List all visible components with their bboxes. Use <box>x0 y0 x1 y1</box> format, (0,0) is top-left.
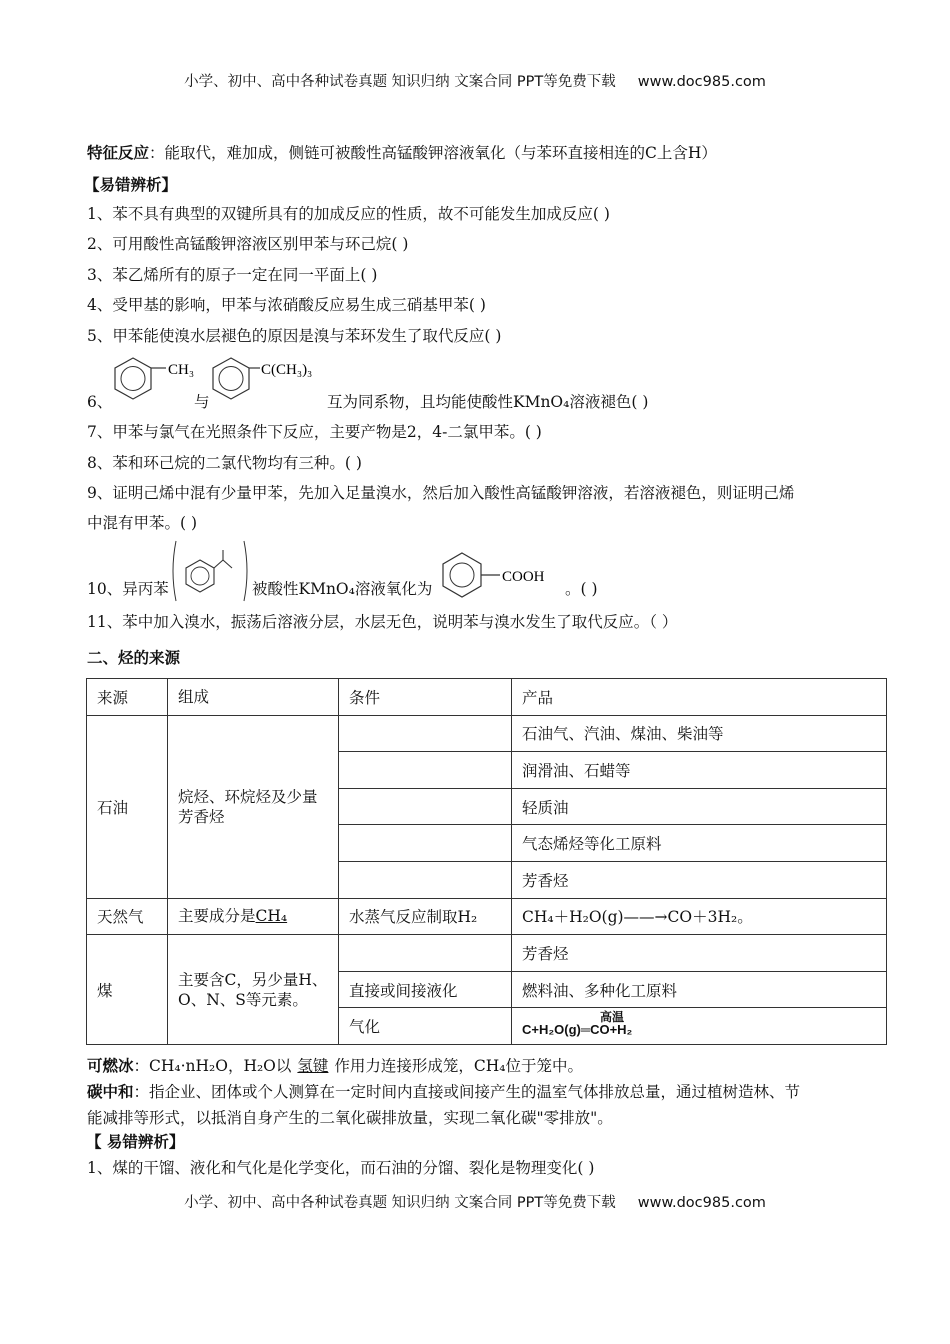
question-10-middle: 被酸性KMnO₄溶液氧化为 <box>252 580 433 598</box>
carbon-neutral-line1 <box>87 1081 800 1103</box>
oil-product: 润滑油、石蜡等 <box>512 752 887 789</box>
header-product: 产品 <box>512 679 887 716</box>
question-4: 4、受甲基的影响，甲苯与浓硝酸反应易生成三硝基甲苯( ) <box>87 296 486 314</box>
question-6 <box>87 391 112 413</box>
coal-condition: 气化 <box>339 1008 512 1045</box>
carbon-text1: ：指企业、团体或个人测算在一定时间内直接或间接产生的温室气体排放总量，通过植树造林、节 <box>133 1083 801 1101</box>
table-row <box>87 935 887 972</box>
question-6-text: 互为同系物，且均能使酸性KMnO₄溶液褪色( ) <box>327 393 649 411</box>
carbon-label: 碳中和 <box>87 1083 134 1101</box>
page-header <box>0 70 950 91</box>
header-composition: 组成 <box>168 679 339 716</box>
combustible-ice-line <box>87 1055 583 1077</box>
oil-condition <box>339 715 512 752</box>
question-9-line1: 9、证明己烯中混有少量甲苯，先加入足量溴水，然后加入酸性高锰酸钾溶液，若溶液褪色，则证明己烯 <box>87 484 795 502</box>
question-5: 5、甲苯能使溴水层褪色的原因是溴与苯环发生了取代反应( ) <box>87 327 502 345</box>
table-row <box>87 898 887 935</box>
coal-product: 芳香烃 <box>512 935 887 972</box>
footer-text: 小学、初中、高中各种试卷真题 知识归纳 文案合同 PPT等免费下载 <box>184 1195 616 1211</box>
gas-composition <box>168 898 339 935</box>
benzoic-acid-structure <box>438 550 568 602</box>
feature-reaction-line <box>87 142 717 164</box>
ice-label: 可燃冰 <box>87 1057 134 1075</box>
question-1: 1、苯不具有典型的双键所具有的加成反应的性质，故不可能发生加成反应( ) <box>87 205 610 223</box>
isopropylbenzene-structure <box>168 538 252 604</box>
toluene-structure <box>108 352 203 410</box>
question-9-line2: 中混有甲苯。( ) <box>87 514 198 532</box>
gas-source: 天然气 <box>87 898 168 935</box>
gas-condition: 水蒸气反应制取H₂ <box>339 898 512 935</box>
section3-title: 【 易错辨析】 <box>86 1133 185 1151</box>
oil-composition: 烷烃、环烷烃及少量芳香烃 <box>168 715 339 898</box>
oil-condition <box>339 861 512 898</box>
question-coal-1: 1、煤的干馏、液化和气化是化学变化，而石油的分馏、裂化是物理变化( ) <box>87 1159 595 1177</box>
hydrocarbon-source-table <box>86 678 887 1045</box>
section2-title: 二、烃的来源 <box>87 649 181 667</box>
section1-title: 【易错辨析】 <box>84 176 178 194</box>
question-11: 11、苯中加入溴水，振荡后溶液分层，水层无色，说明苯与溴水发生了取代反应。（ ） <box>87 613 678 631</box>
coal-product: 燃料油、多种化工原料 <box>512 971 887 1008</box>
oil-condition <box>339 752 512 789</box>
ice-text1: ：CH₄·nH₂O，H₂O以 <box>133 1057 292 1075</box>
question-10-prefix: 10、异丙苯 <box>87 580 169 598</box>
gas-composition-prefix: 主要成分是 <box>178 907 256 926</box>
question-3: 3、苯乙烯所有的原子一定在同一平面上( ) <box>87 266 378 284</box>
carboxyl-label: COOH <box>502 569 545 585</box>
carbon-neutral-line2: 能减排等形式，以抵消自身产生的二氧化碳排放量，实现二氧化碳"零排放"。 <box>87 1109 613 1127</box>
oil-product: 气态烯烃等化工原料 <box>512 825 887 862</box>
oil-condition <box>339 825 512 862</box>
coal-condition: 直接或间接液化 <box>339 971 512 1008</box>
oil-product: 芳香烃 <box>512 861 887 898</box>
gasification-equation: C+H₂O(g)═CO+H₂ <box>522 1022 633 1038</box>
tert-butyl-label: C(CH₃)₃ <box>261 362 313 378</box>
footer-url[interactable]: www.doc985.com <box>637 1195 766 1211</box>
gasification-condition: 高温 <box>600 1010 625 1025</box>
header-condition: 条件 <box>339 679 512 716</box>
question-8: 8、苯和环己烷的二氯代物均有三种。( ) <box>87 454 362 472</box>
oil-source: 石油 <box>87 715 168 898</box>
table-row <box>87 715 887 752</box>
ice-text2: 作用力连接形成笼，CH₄位于笼中。 <box>334 1057 584 1075</box>
coal-condition <box>339 935 512 972</box>
tert-butylbenzene-structure <box>206 352 336 410</box>
question-2: 2、可用酸性高锰酸钾溶液区别甲苯与环己烷( ) <box>87 235 409 253</box>
coal-composition: 主要含C，另少量H、O、N、S等元素。 <box>168 935 339 1045</box>
gas-composition-formula: CH₄ <box>255 907 288 926</box>
question-6-number: 6、 <box>87 393 113 411</box>
header-text: 小学、初中、高中各种试卷真题 知识归纳 文案合同 PPT等免费下载 <box>184 74 616 90</box>
header-source: 来源 <box>87 679 168 716</box>
header-url[interactable]: www.doc985.com <box>637 74 766 90</box>
toluene-methyl-label: CH₃ <box>168 362 195 378</box>
coal-product <box>512 1008 887 1045</box>
oil-product: 石油气、汽油、煤油、柴油等 <box>512 715 887 752</box>
ice-blank: 氢键 <box>297 1057 329 1075</box>
feature-label: 特征反应 <box>87 144 150 162</box>
feature-text: ：能取代，难加成，侧链可被酸性高锰酸钾溶液氧化（与苯环直接相连的C上含H） <box>149 144 717 162</box>
oil-product: 轻质油 <box>512 788 887 825</box>
question-10-suffix: 。( ) <box>565 580 598 598</box>
page-footer <box>0 1191 950 1212</box>
question-6-with: 与 <box>194 393 210 411</box>
table-header-row <box>87 679 887 716</box>
coal-source: 煤 <box>87 935 168 1045</box>
gas-product: CH₄＋H₂O(g)——→CO＋3H₂。 <box>512 898 887 935</box>
question-7: 7、甲苯与氯气在光照条件下反应，主要产物是2，4-二氯甲苯。( ) <box>87 423 542 441</box>
oil-condition <box>339 788 512 825</box>
